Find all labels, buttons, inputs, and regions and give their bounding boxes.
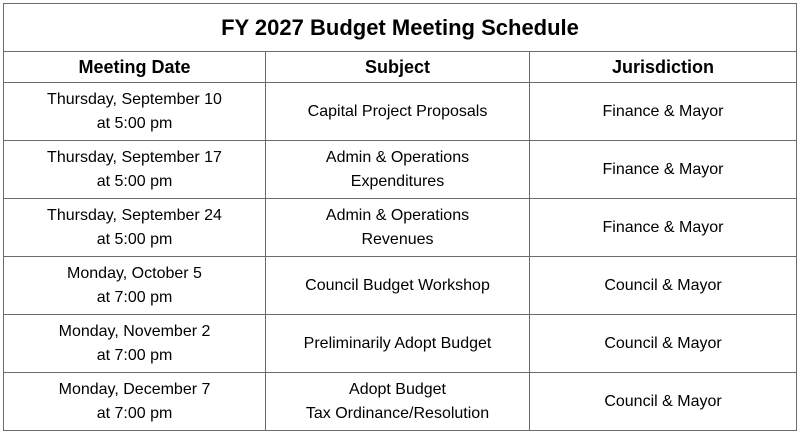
meeting-date-time: at 5:00 pm <box>96 114 173 132</box>
jurisdiction-cell: Finance & Mayor <box>530 141 797 199</box>
subject-cell <box>266 141 530 199</box>
subject-line: Tax Ordinance/Resolution <box>305 404 490 422</box>
meeting-date-cell <box>4 141 266 199</box>
meeting-date-time: at 7:00 pm <box>96 288 173 306</box>
subject-cell <box>266 199 530 257</box>
jurisdiction-cell: Council & Mayor <box>530 257 797 315</box>
jurisdiction-cell: Finance & Mayor <box>530 199 797 257</box>
subject-line: Adopt Budget <box>349 380 446 398</box>
meeting-date-time: at 5:00 pm <box>96 230 173 248</box>
subject-line: Preliminarily Adopt Budget <box>303 334 492 352</box>
table-row <box>4 257 797 315</box>
column-header-subject: Subject <box>266 52 530 83</box>
meeting-date-cell <box>4 199 266 257</box>
table-row <box>4 199 797 257</box>
meeting-date-time: at 5:00 pm <box>96 172 173 190</box>
subject-line: Admin & Operations <box>325 206 470 224</box>
table-row <box>4 315 797 373</box>
subject-line: Capital Project Proposals <box>307 102 488 120</box>
table-row <box>4 141 797 199</box>
jurisdiction-cell: Finance & Mayor <box>530 83 797 141</box>
subject-line: Expenditures <box>350 172 445 190</box>
meeting-date-day: Monday, December 7 <box>58 380 211 398</box>
title-row <box>4 4 797 52</box>
budget-schedule-table <box>3 3 797 431</box>
subject-cell <box>266 373 530 431</box>
meeting-date-day: Monday, October 5 <box>67 264 202 282</box>
subject-line: Admin & Operations <box>325 148 470 166</box>
table-row <box>4 373 797 431</box>
meeting-date-cell <box>4 83 266 141</box>
subject-line: Revenues <box>361 230 434 248</box>
subject-cell <box>266 315 530 373</box>
meeting-date-day: Thursday, September 17 <box>47 148 222 166</box>
column-header-jurisdiction: Jurisdiction <box>530 52 797 83</box>
subject-cell <box>266 83 530 141</box>
meeting-date-cell <box>4 315 266 373</box>
meeting-date-cell <box>4 373 266 431</box>
table-row <box>4 83 797 141</box>
meeting-date-day: Thursday, September 10 <box>47 90 222 108</box>
table-title: FY 2027 Budget Meeting Schedule <box>4 4 797 52</box>
meeting-date-day: Monday, November 2 <box>58 322 211 340</box>
meeting-date-day: Thursday, September 24 <box>47 206 222 224</box>
meeting-date-cell <box>4 257 266 315</box>
subject-cell <box>266 257 530 315</box>
jurisdiction-cell: Council & Mayor <box>530 373 797 431</box>
column-header-meeting-date: Meeting Date <box>4 52 266 83</box>
jurisdiction-cell: Council & Mayor <box>530 315 797 373</box>
meeting-date-time: at 7:00 pm <box>96 404 173 422</box>
header-row <box>4 52 797 83</box>
subject-line: Council Budget Workshop <box>305 276 490 294</box>
meeting-date-time: at 7:00 pm <box>96 346 173 364</box>
